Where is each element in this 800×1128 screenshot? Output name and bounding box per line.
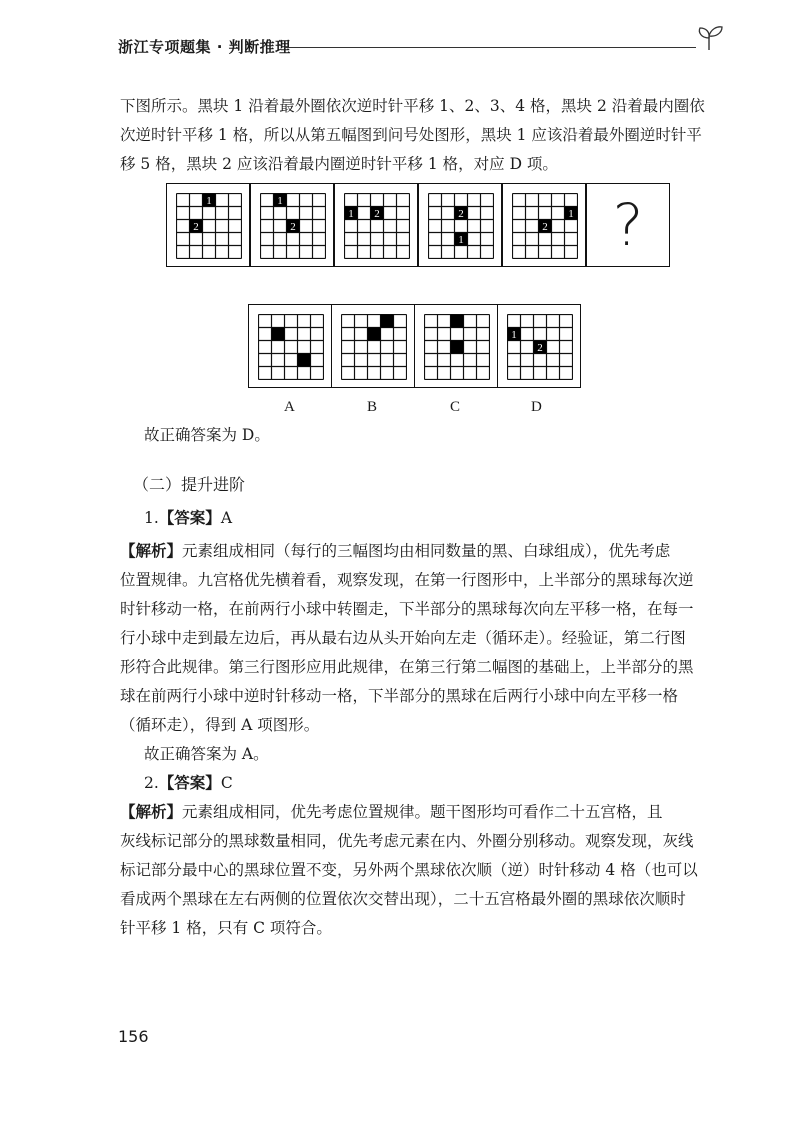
q2-answer-value: C <box>220 774 233 792</box>
q1-analysis-line-3: 时针移动一格，在前两行小球中转圈走，下半部分的黑球每次向左平移一格，在每一 <box>120 600 694 618</box>
q1-analysis-tag: 【解析】 <box>120 542 183 560</box>
block-number-label: 1 <box>348 208 354 220</box>
q2-analysis-line-4: 看成两个黑球在左右两侧的位置依次交替出现），二十五宫格最外圈的黑球依次顺时 <box>120 890 686 908</box>
section-title: （二）提升进阶 <box>133 475 246 494</box>
grid-5x5 <box>344 193 410 259</box>
grid-5x5 <box>260 193 326 259</box>
sequence-figure-4 <box>418 183 502 267</box>
intro-line-3: 移 5 格，黑块 2 应该沿着最内圈逆时针平移 1 格，对应 D 项。 <box>120 155 558 173</box>
q2-analysis-line-1 <box>120 800 663 822</box>
block-number-label: 2 <box>193 221 199 233</box>
option-figure-a <box>248 304 332 388</box>
running-header-title: 浙江专项题集 · 判断推理 <box>118 38 291 56</box>
block-number-label: 2 <box>537 342 543 354</box>
q2-analysis-text-1: 元素组成相同，优先考虑位置规律。题干图形均可看作二十五宫格，且 <box>182 803 663 821</box>
sprout-icon <box>695 22 725 52</box>
option-label-a: A <box>284 399 295 415</box>
q2-number: 2. <box>144 774 159 792</box>
option-label-d: D <box>531 399 542 415</box>
option-figure-d <box>497 304 581 388</box>
intro-line-2: 次逆时针平移 1 格，所以从第五幅图到问号处图形，黑块 1 应该沿着最外圈逆时针平 <box>120 126 702 144</box>
sequence-figure-3 <box>334 183 418 267</box>
question-mark-box <box>586 183 670 267</box>
grid-5x5 <box>258 314 324 380</box>
grid-5x5 <box>428 193 494 259</box>
black-block <box>368 328 381 341</box>
block-number-label: 2 <box>374 208 380 220</box>
q2-analysis-line-5: 针平移 1 格，只有 C 项符合。 <box>120 919 332 937</box>
q2-analysis-line-3: 标记部分最中心的黑球位置不变，另外两个黑球依次顺（逆）时针移动 4 格（也可以 <box>120 861 698 879</box>
block-number-label: 2 <box>458 208 464 220</box>
q1-analysis-line-6: 球在前两行小球中逆时针移动一格，下半部分的黑球在后两行小球中向左平移一格 <box>120 687 679 705</box>
q2-answer-tag: 【答案】 <box>158 774 221 792</box>
q1-number: 1. <box>144 509 159 527</box>
option-figure-c <box>414 304 498 388</box>
option-label-b: B <box>367 399 378 415</box>
q1-answer-value: A <box>220 509 233 527</box>
sequence-figure-1 <box>166 183 250 267</box>
option-figure-b <box>331 304 415 388</box>
q2-analysis-tag: 【解析】 <box>120 803 183 821</box>
q1-analysis-text-1: 元素组成相同（每行的三幅图均由相同数量的黑、白球组成），优先考虑 <box>182 542 671 560</box>
black-block <box>451 315 464 328</box>
q1-analysis-line-1 <box>120 539 670 561</box>
q2-analysis-line-2: 灰线标记部分的黑球数量相同，优先考虑元素在内、外圈分别移动。观察发现，灰线 <box>120 832 694 850</box>
grid-5x5 <box>424 314 490 380</box>
grid-5x5 <box>176 193 242 259</box>
black-block <box>298 354 311 367</box>
intro-line-1: 下图所示。黑块 1 沿着最外圈依次逆时针平移 1、2、3、4 格，黑块 2 沿着最内圈依 <box>120 97 705 115</box>
answer-line-d: 故正确答案为 D。 <box>144 426 270 444</box>
grid-5x5 <box>507 314 573 380</box>
grid-5x5 <box>341 314 407 380</box>
block-number-label: 1 <box>458 234 464 246</box>
black-block <box>381 315 394 328</box>
q1-analysis-line-2: 位置规律。九宫格优先横着看，观察发现，在第一行图形中，上半部分的黑球每次逆 <box>120 571 694 589</box>
q1-conclusion: 故正确答案为 A。 <box>144 745 269 763</box>
q1-analysis-line-5: 形符合此规律。第三行图形应用此规律，在第三行第二幅图的基础上，上半部分的黑 <box>120 658 694 676</box>
q1-analysis-line-4: 行小球中走到最左边后，再从最右边从头开始向左走（循环走）。经验证，第二行图 <box>120 629 686 647</box>
block-number-label: 1 <box>511 329 517 341</box>
block-number-label: 1 <box>568 208 574 220</box>
page-number: 156 <box>118 1027 149 1046</box>
block-number-label: 2 <box>542 221 548 233</box>
grid-5x5 <box>512 193 578 259</box>
sequence-figure-2 <box>250 183 334 267</box>
question-mark: ? <box>612 191 644 259</box>
block-number-label: 1 <box>277 195 283 207</box>
header-rule <box>284 47 696 48</box>
q1-answer-tag: 【答案】 <box>158 509 221 527</box>
q1-analysis-line-7: （循环走），得到 A 项图形。 <box>120 716 320 734</box>
q1-answer-line <box>144 506 232 528</box>
sequence-figure-5 <box>502 183 586 267</box>
option-label-c: C <box>450 399 461 415</box>
black-block <box>451 341 464 354</box>
q2-answer-line <box>144 771 233 793</box>
block-number-label: 1 <box>206 195 212 207</box>
black-block <box>272 328 285 341</box>
block-number-label: 2 <box>290 221 296 233</box>
